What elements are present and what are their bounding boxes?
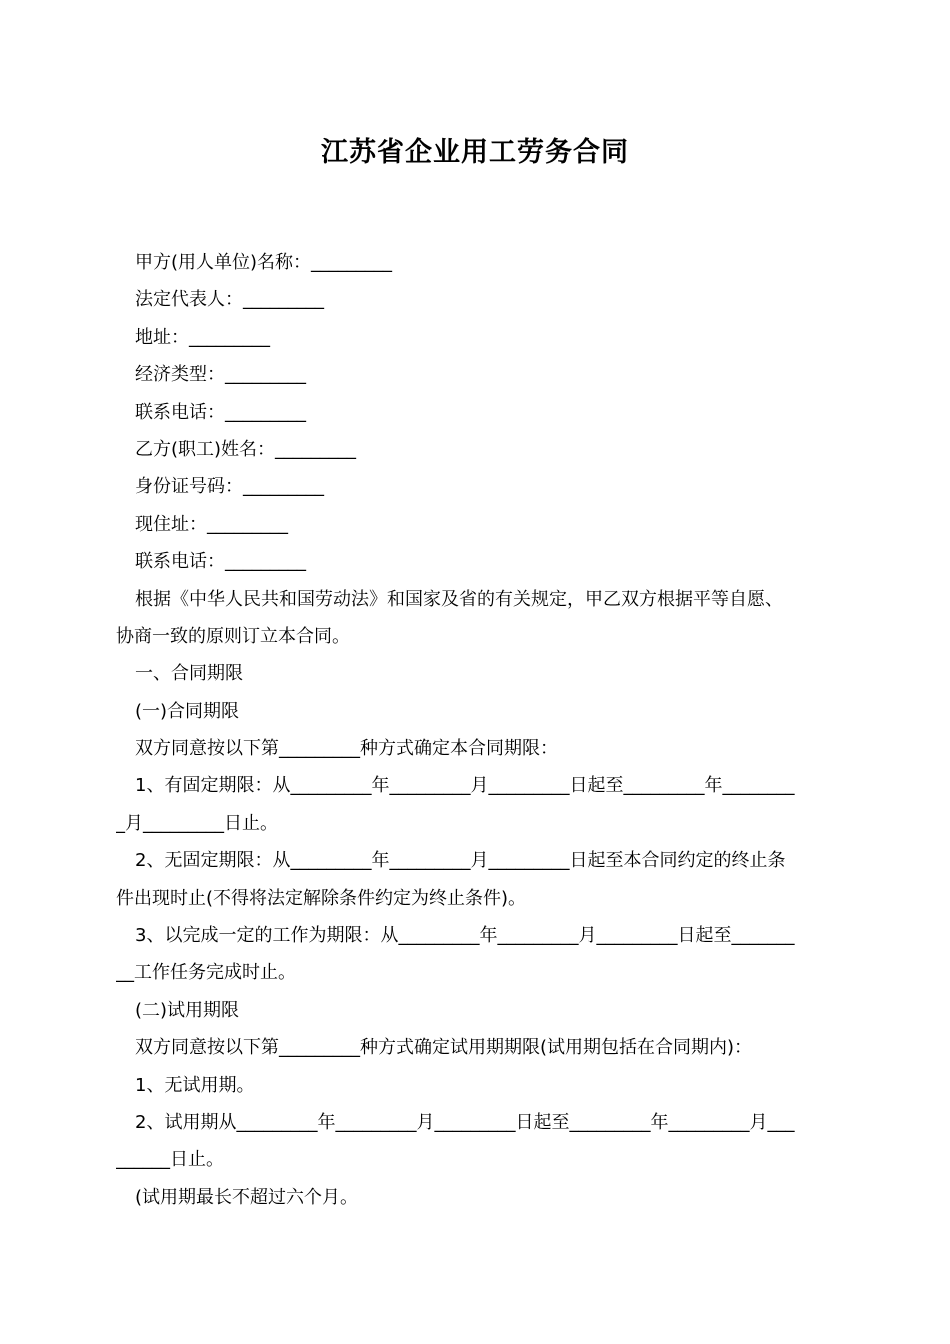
fixed-term-line-2: _月_________日止。 [116, 812, 278, 834]
id-number-line: 身份证号码：_________ [135, 476, 324, 498]
probation-method-line: 双方同意按以下第_________种方式确定试用期期限(试用期包括在合同期内)： [135, 1037, 753, 1059]
document-title: 江苏省企业用工劳务合同 [321, 137, 629, 168]
task-term-line-1: 3、以完成一定的工作为期限：从_________年_________月_________日起至_______ [135, 925, 795, 947]
probation-period-line-1: 2、试用期从_________年_________月_________日起至_________年_________月___ [135, 1111, 795, 1133]
fixed-term-line-1: 1、有固定期限：从_________年_________月_________日起至_________年________ [135, 775, 795, 797]
no-probation-line: 1、无试用期。 [135, 1074, 255, 1096]
economic-type-line: 经济类型：_________ [135, 364, 306, 386]
party-b-name-line: 乙方(职工)姓名：_________ [135, 438, 357, 460]
section-heading-contract-term: 一、合同期限 [135, 663, 243, 685]
term-method-line: 双方同意按以下第_________种方式确定本合同期限： [135, 738, 558, 760]
open-term-line-1: 2、无固定期限：从_________年_________月_________日起至本合同约定的终止条 [135, 850, 786, 872]
document-body [116, 244, 836, 1216]
party-b-address-line: 现住址：_________ [135, 513, 288, 535]
subsection-heading-contract-term: (一)合同期限 [135, 700, 240, 722]
task-term-line-2: __工作任务完成时止。 [116, 962, 296, 984]
party-a-address-line: 地址：_________ [135, 326, 270, 348]
subsection-heading-probation: (二)试用期限 [135, 999, 240, 1021]
party-a-name-line: 甲方(用人单位)名称：_________ [135, 252, 393, 273]
probation-limit-note: (试用期最长不超过六个月。 [135, 1186, 359, 1208]
open-term-line-2: 件出现时止(不得将法定解除条件约定为终止条件)。 [116, 887, 527, 909]
legal-representative-line: 法定代表人：_________ [135, 289, 324, 311]
probation-period-line-2: ______日止。 [116, 1149, 224, 1171]
party-b-phone-line: 联系电话：_________ [135, 551, 306, 573]
party-a-phone-line: 联系电话：_________ [135, 401, 306, 423]
preamble-paragraph-line-1: 根据《中华人民共和国劳动法》和国家及省的有关规定，甲乙双方根据平等自愿、 [135, 588, 783, 610]
preamble-paragraph-line-2: 协商一致的原则订立本合同。 [116, 625, 350, 647]
